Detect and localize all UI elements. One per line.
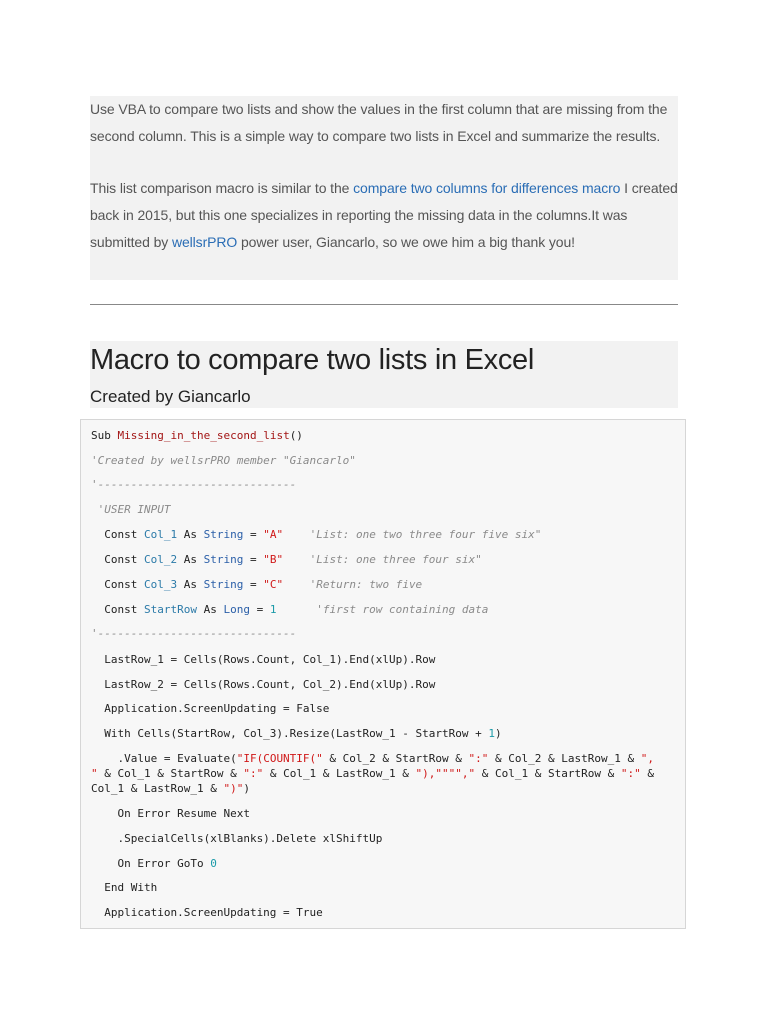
code-line: .SpecialCells(xlBlanks).Delete xlShiftUp: [91, 832, 383, 845]
code-line: Application.ScreenUpdating = True: [91, 906, 323, 919]
code-type: String: [203, 578, 244, 591]
code-line: End With: [91, 881, 158, 894]
code-text: & Col_1 & StartRow &: [97, 767, 244, 780]
code-line-value: [91, 752, 654, 766]
code-keyword: Const: [91, 528, 144, 541]
code-number: 1: [488, 727, 495, 740]
code-line-value-cont: [91, 767, 654, 781]
code-text: & Col_1 & LastRow_1 &: [263, 767, 416, 780]
code-text: With Cells(StartRow, Col_3).Resize(LastRow_1 - StartRow +: [91, 727, 489, 740]
code-text: ): [243, 782, 250, 795]
code-line: LastRow_2 = Cells(Rows.Count, Col_2).End(xlUp).Row: [91, 678, 436, 691]
page-subtitle: Created by Giancarlo: [90, 387, 251, 406]
code-text: & Col_2 & StartRow &: [322, 752, 469, 765]
code-text: =: [243, 553, 264, 566]
intro-paragraph-1: Use VBA to compare two lists and show the values in the first column that are missing from the second column. This is a simple way to compare two lists in Excel and summarize the results.: [90, 101, 668, 144]
code-line-const: [91, 578, 422, 592]
code-string: ",: [640, 752, 654, 765]
code-keyword: Const: [91, 578, 144, 591]
code-comment: 'List: one three four six": [283, 553, 482, 566]
code-line: On Error Resume Next: [91, 807, 250, 820]
intro-text: power user, Giancarlo, so we owe him a big thank you!: [237, 234, 575, 250]
code-text: =: [243, 578, 264, 591]
code-text: =: [249, 603, 270, 616]
code-variable: Col_2: [143, 553, 178, 566]
code-line-goto: [91, 857, 217, 871]
code-keyword: Const: [91, 553, 144, 566]
code-text: (): [289, 429, 303, 442]
code-text: Col_1 & LastRow_1 &: [91, 782, 224, 795]
code-comment: 'first row containing data: [276, 603, 489, 616]
code-type: String: [203, 528, 244, 541]
intro-block: [90, 96, 678, 280]
heading-block: [90, 341, 678, 408]
code-number: 0: [210, 857, 217, 870]
code-sub-name: Missing_in_the_second_list: [117, 429, 290, 442]
code-string: ":": [620, 767, 641, 780]
code-variable: Col_3: [143, 578, 178, 591]
code-variable: Col_1: [143, 528, 178, 541]
code-text: & Col_1 & StartRow &: [475, 767, 621, 780]
code-string: "A": [263, 528, 284, 541]
intro-text: I created back in 2015, but this one specializes in reporting the missing data in the columns.It was submitted by: [90, 180, 678, 250]
page-title: Macro to compare two lists in Excel: [90, 344, 534, 376]
code-string: "B": [263, 553, 284, 566]
code-keyword: As: [177, 528, 204, 541]
code-comment: 'Return: two five: [283, 578, 423, 591]
code-keyword: Const: [91, 603, 144, 616]
code-text: & Col_2 & LastRow_1 &: [488, 752, 641, 765]
code-comment: 'USER INPUT: [91, 503, 171, 516]
code-separator: '------------------------------: [91, 627, 297, 640]
code-variable: StartRow: [143, 603, 197, 616]
code-line-value-cont: [91, 782, 250, 796]
code-string: "C": [263, 578, 284, 591]
intro-text: This list comparison macro is similar to the: [90, 180, 354, 196]
compare-columns-link[interactable]: compare two columns for differences macro: [353, 180, 621, 196]
code-string: ":": [243, 767, 264, 780]
code-number: 1: [269, 603, 277, 616]
code-text: .Value = Evaluate(: [91, 752, 237, 765]
divider: [90, 304, 678, 305]
code-text: ): [494, 727, 502, 740]
code-keyword: Sub: [91, 429, 118, 442]
code-string: ":": [468, 752, 489, 765]
code-line-sub: [91, 429, 303, 443]
code-line-const: [91, 553, 482, 567]
code-comment: 'Created by wellsrPRO member "Giancarlo": [91, 454, 356, 467]
code-line: LastRow_1 = Cells(Rows.Count, Col_1).End(xlUp).Row: [91, 653, 436, 666]
code-text: =: [243, 528, 264, 541]
code-keyword: As: [177, 578, 204, 591]
code-text: &: [640, 767, 654, 780]
code-comment: 'List: one two three four five six": [283, 528, 542, 541]
code-keyword: As: [177, 553, 204, 566]
code-separator: '------------------------------: [91, 478, 297, 491]
code-text: On Error GoTo: [91, 857, 211, 870]
code-string: ": [91, 767, 98, 780]
code-string: "),"""",": [415, 767, 476, 780]
code-string: ")": [223, 782, 244, 795]
code-line-const: [91, 603, 488, 617]
code-block: [80, 419, 686, 929]
wellsrpro-link[interactable]: wellsrPRO: [171, 234, 238, 250]
code-string: "IF(COUNTIF(": [236, 752, 323, 765]
intro-paragraph-2: [90, 175, 678, 256]
code-line-const: [91, 528, 541, 542]
code-type: Long: [223, 603, 250, 616]
code-line-with: [91, 727, 502, 741]
code-type: String: [203, 553, 244, 566]
code-line: Application.ScreenUpdating = False: [91, 702, 330, 715]
code-keyword: As: [196, 603, 224, 616]
